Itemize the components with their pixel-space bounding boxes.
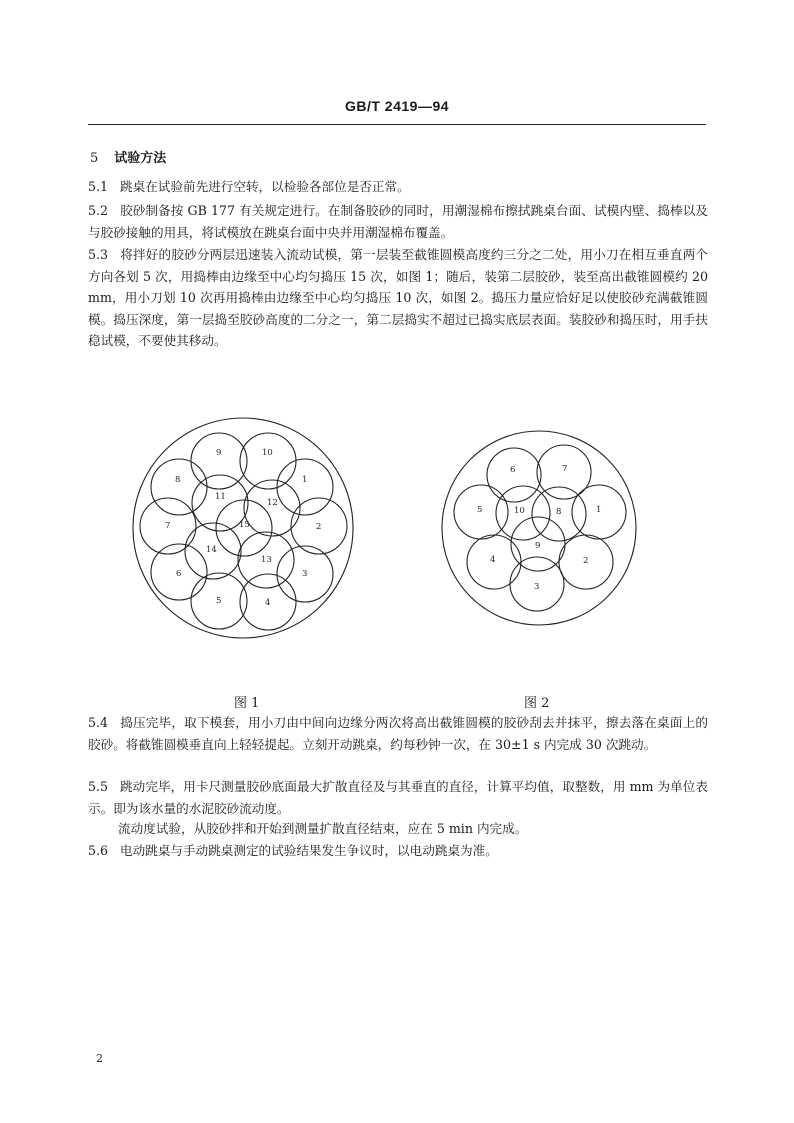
clause-5-3 — [88, 244, 708, 352]
section-number: 5 — [90, 151, 99, 166]
section-heading — [90, 147, 166, 166]
figure-2-caption: 图 2 — [524, 696, 550, 711]
tamping-label-10: 10 — [514, 506, 525, 516]
clause-5-6 — [88, 840, 708, 862]
tamping-label-9: 9 — [535, 541, 541, 551]
clause-text: 流动度试验，从胶砂拌和开始到测量扩散直径结束，应在 5 min 内完成。 — [118, 821, 528, 836]
tamping-label-3: 3 — [534, 582, 540, 592]
clause-text: 电动跳桌与手动跳桌测定的试验结果发生争议时，以电动跳桌为准。 — [120, 843, 498, 858]
tamping-circle-8 — [151, 459, 207, 515]
tamping-label-10: 10 — [262, 448, 273, 458]
clause-number: 5.6 — [88, 843, 109, 858]
clause-5-2 — [88, 200, 708, 243]
header-rule — [88, 124, 706, 125]
document-header: GB/T 2419—94 — [344, 98, 450, 114]
clause-number: 5.1 — [88, 179, 109, 194]
figure-1-diagram — [130, 415, 356, 641]
tamping-label-1: 1 — [302, 475, 308, 485]
clause-number: 5.5 — [88, 779, 109, 794]
clause-text: 跳桌在试验前先进行空转，以检验各部位是否正常。 — [120, 179, 410, 194]
tamping-label-8: 8 — [175, 475, 181, 485]
clause-5-4 — [88, 712, 708, 755]
tamping-label-4: 4 — [265, 598, 271, 608]
clause-number: 5.2 — [88, 203, 109, 218]
tamping-label-5: 5 — [216, 596, 222, 606]
clause-5-5 — [88, 776, 708, 819]
tamping-label-5: 5 — [477, 505, 483, 515]
tamping-label-7: 7 — [562, 464, 568, 474]
tamping-label-7: 7 — [165, 521, 171, 531]
figure-2-diagram — [439, 428, 639, 628]
tamping-circle-1 — [277, 459, 333, 515]
section-title: 试验方法 — [114, 151, 167, 166]
tamping-label-15: 15 — [239, 520, 250, 530]
tamping-label-9: 9 — [216, 448, 222, 458]
clause-text: 将拌好的胶砂分两层迅速装入流动试模，第一层装至截锥圆模高度约三分之二处，用小刀在相互垂直两个方向各划 5 次，用捣棒由边缘至中心均匀捣压 15 次，如图 1；随后，装第二层胶砂，装至高出截锥圆模约 20 mm，用小刀划 10 次再用捣棒由边缘至中心均匀捣压 10 次，如图 2。捣压力量应恰好足以使胶砂充满截锥圆模。捣压深度，第一层捣至胶砂高度的二分之一，第二层捣实不超过已捣实底层表面。装胶砂和捣压时，用手扶稳试模，不要使其移动。 — [88, 247, 708, 348]
tamping-label-6: 6 — [176, 569, 182, 579]
clause-number: 5.4 — [88, 715, 109, 730]
tamping-label-2: 2 — [316, 522, 322, 532]
tamping-label-1: 1 — [596, 505, 602, 515]
tamping-circle-9 — [191, 433, 247, 489]
tamping-label-14: 14 — [206, 545, 217, 555]
tamping-label-4: 4 — [490, 555, 496, 565]
tamping-label-3: 3 — [302, 569, 308, 579]
page-number: 2 — [96, 1052, 103, 1065]
figure-1-caption: 图 1 — [234, 696, 260, 711]
clause-text: 捣压完毕，取下模套，用小刀由中间向边缘分两次将高出截锥圆模的胶砂刮去并抹平，擦去落在桌面上的胶砂。将截锥圆模垂直向上轻轻提起。立刻开动跳桌，约每秒钟一次，在 30±1 s 内完成 30 次跳动。 — [88, 715, 708, 752]
tamping-circle-6 — [487, 448, 541, 502]
clause-5-5-note — [88, 818, 708, 840]
tamping-label-13: 13 — [261, 555, 272, 565]
clause-text: 胶砂制备按 GB 177 有关规定进行。在制备胶砂的同时，用潮湿棉布擦拭跳桌台面、试模内壁、捣棒以及与胶砂接触的用具，将试模放在跳桌台面中央并用潮湿棉布覆盖。 — [88, 203, 708, 240]
outer-mould-circle — [442, 431, 636, 625]
tamping-label-12: 12 — [267, 498, 278, 508]
tamping-label-8: 8 — [556, 507, 562, 517]
tamping-label-6: 6 — [510, 465, 516, 475]
clause-text: 跳动完毕，用卡尺测量胶砂底面最大扩散直径及与其垂直的直径，计算平均值，取整数，用 mm 为单位表示。即为该水量的水泥胶砂流动度。 — [88, 779, 708, 816]
tamping-label-2: 2 — [583, 556, 589, 566]
tamping-label-11: 11 — [215, 492, 226, 502]
clause-5-1 — [88, 176, 708, 198]
clause-number: 5.3 — [88, 247, 109, 262]
